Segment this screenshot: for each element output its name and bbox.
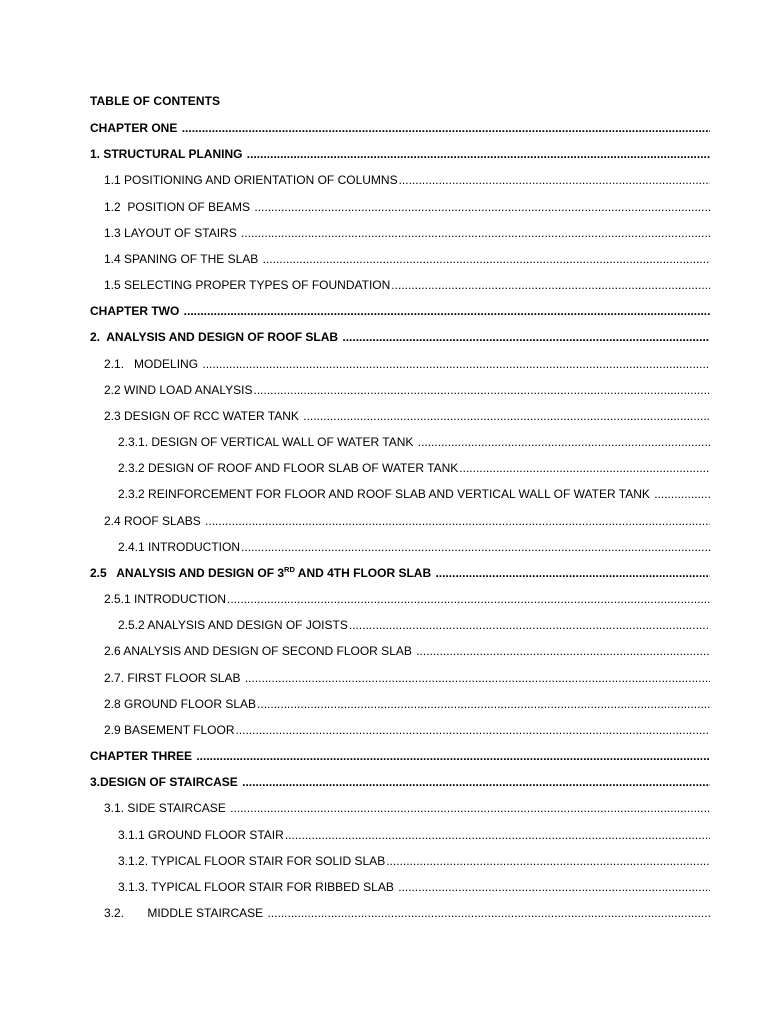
toc-entry-line — [118, 460, 710, 476]
dot-leader — [285, 827, 710, 843]
dot-leader — [235, 722, 710, 738]
dot-leader — [386, 853, 710, 869]
dot-leader — [241, 539, 710, 555]
toc-entry-text: 2.8 GROUND FLOOR SLAB — [104, 696, 257, 711]
toc-entry[interactable] — [0, 459, 768, 485]
toc-entry[interactable] — [0, 878, 768, 904]
toc-entry-text: 3.1.1 GROUND FLOOR STAIR — [118, 827, 284, 842]
toc-entry[interactable] — [0, 171, 768, 197]
toc-entry-text: CHAPTER ONE — [90, 121, 181, 135]
toc-entry-line — [104, 800, 710, 816]
toc-entry-text: 1. STRUCTURAL PLANING — [90, 147, 246, 162]
toc-entry[interactable] — [0, 799, 768, 825]
toc-entry-text: 3.2. MIDDLE STAIRCASE — [104, 906, 267, 921]
toc-entry[interactable] — [0, 250, 768, 276]
toc-entry-text: 2.3 DESIGN OF RCC WATER TANK — [104, 408, 303, 423]
toc-entry-line — [104, 905, 710, 921]
toc-entry-line — [104, 722, 710, 738]
toc-entry-text: 2.6 ANALYSIS AND DESIGN OF SECOND FLOOR SLAB — [104, 644, 416, 659]
toc-entry-text: 2.4 ROOF SLABS — [104, 513, 205, 528]
toc-entry[interactable] — [0, 747, 768, 773]
toc-entry-line — [90, 774, 710, 790]
toc-entry-text: 1.5 SELECTING PROPER TYPES OF FOUNDATION — [104, 278, 391, 293]
page-title: TABLE OF CONTENTS — [90, 94, 221, 108]
dot-leader — [435, 565, 710, 581]
toc-entry-text: 2.7. FIRST FLOOR SLAB — [104, 670, 244, 685]
toc-entry-text: 2.5.1 INTRODUCTION — [104, 592, 227, 607]
dot-leader — [416, 643, 710, 659]
toc-entry[interactable] — [0, 407, 768, 433]
toc-entry[interactable] — [0, 485, 768, 511]
dot-leader — [459, 460, 710, 476]
dot-leader — [184, 303, 710, 319]
toc-entry-line — [90, 329, 710, 345]
toc-entry-line — [104, 225, 710, 241]
toc-entry[interactable] — [0, 433, 768, 459]
toc-entry-text: 3.1.3. TYPICAL FLOOR STAIR FOR RIBBED SLAB — [118, 879, 398, 894]
toc-entry-line — [104, 670, 710, 686]
toc-entry-text: 2.3.2 DESIGN OF ROOF AND FLOOR SLAB OF WATER TANK — [118, 461, 459, 476]
dot-leader — [303, 408, 710, 424]
dot-leader — [230, 800, 710, 816]
toc-entry-line — [90, 120, 710, 136]
toc-entry-line — [104, 591, 710, 607]
toc-entry[interactable] — [0, 642, 768, 668]
toc-entry-line — [104, 696, 710, 712]
toc-entry-line — [118, 539, 710, 555]
toc-entry-text: CHAPTER TWO — [90, 304, 183, 319]
toc-entry[interactable] — [0, 538, 768, 564]
toc-entry[interactable] — [0, 224, 768, 250]
toc-entry[interactable] — [0, 904, 768, 930]
dot-leader — [196, 748, 710, 764]
toc-entry[interactable] — [0, 695, 768, 721]
dot-leader — [342, 329, 710, 345]
toc-entry[interactable] — [0, 721, 768, 747]
toc-entry-text: 2.3.2 REINFORCEMENT FOR FLOOR AND ROOF SLAB AND VERTICAL WALL OF WATER TANK — [118, 487, 654, 502]
toc-entry-line — [118, 827, 710, 843]
toc-entry-line — [118, 486, 710, 502]
toc-list — [0, 119, 768, 930]
toc-entry[interactable] — [0, 826, 768, 852]
dot-leader — [205, 513, 710, 529]
toc-entry-text: 1.4 SPANING OF THE SLAB — [104, 251, 262, 266]
toc-entry[interactable] — [0, 564, 768, 590]
toc-entry-line — [90, 146, 710, 162]
dot-leader — [254, 199, 710, 215]
toc-entry-line — [104, 199, 710, 215]
toc-entry[interactable] — [0, 773, 768, 799]
toc-entry[interactable] — [0, 590, 768, 616]
toc-entry-text: 1.1 POSITIONING AND ORIENTATION OF COLUMNS — [104, 173, 398, 188]
toc-entry-line — [118, 617, 710, 633]
dot-leader — [227, 591, 710, 607]
toc-entry-text-part: 2.5 ANALYSIS AND DESIGN OF 3 — [90, 565, 285, 580]
dot-leader — [398, 879, 710, 895]
toc-entry-text-part: AND 4TH FLOOR SLAB — [294, 565, 435, 580]
toc-entry-text: 2.5.2 ANALYSIS AND DESIGN OF JOISTS — [118, 618, 348, 633]
toc-entry-line — [104, 408, 710, 424]
toc-entry-text: 3.1. SIDE STAIRCASE — [104, 801, 230, 816]
toc-entry[interactable] — [0, 328, 768, 354]
dot-leader — [268, 905, 711, 921]
toc-entry-text: 2.2 WIND LOAD ANALYSIS — [104, 382, 253, 397]
toc-entry-line — [104, 643, 710, 659]
toc-entry-line — [118, 853, 710, 869]
dot-leader — [263, 251, 710, 267]
toc-entry-text: 2.1. MODELING — [104, 356, 202, 371]
toc-entry-text: 2.4.1 INTRODUCTION — [118, 539, 241, 554]
dot-leader — [418, 434, 710, 450]
toc-entry[interactable] — [0, 381, 768, 407]
toc-entry[interactable] — [0, 616, 768, 642]
dot-leader — [399, 172, 710, 188]
toc-entry-text: 2. ANALYSIS AND DESIGN OF ROOF SLAB — [90, 330, 342, 345]
dot-leader — [254, 382, 711, 398]
toc-entry[interactable] — [0, 302, 768, 328]
toc-entry[interactable] — [0, 276, 768, 302]
toc-entry-text — [90, 565, 434, 581]
toc-entry-text: 2.3.1. DESIGN OF VERTICAL WALL OF WATER TANK — [118, 435, 417, 450]
toc-entry[interactable] — [0, 512, 768, 538]
toc-entry-line — [118, 879, 710, 895]
toc-entry-line — [118, 434, 710, 450]
dot-leader — [245, 670, 710, 686]
dot-leader — [391, 277, 710, 293]
dot-leader — [241, 225, 710, 241]
toc-entry-line — [104, 251, 710, 267]
toc-entry[interactable] — [0, 145, 768, 171]
toc-entry-line — [104, 382, 710, 398]
toc-entry-text: 3.DESIGN OF STAIRCASE — [90, 775, 242, 790]
dot-leader — [654, 486, 710, 502]
toc-entry-text: 2.9 BASEMENT FLOOR — [104, 722, 235, 737]
toc-entry-line — [104, 277, 710, 293]
toc-entry[interactable] — [0, 355, 768, 381]
toc-entry-line — [90, 303, 710, 319]
toc-entry-line — [104, 172, 710, 188]
toc-entry-text: 3.1.2. TYPICAL FLOOR STAIR FOR SOLID SLAB — [118, 853, 386, 868]
toc-entry-text: CHAPTER THREE — [90, 749, 196, 764]
dot-leader — [202, 356, 710, 372]
toc-entry[interactable] — [0, 119, 768, 145]
toc-entry-line — [90, 565, 710, 581]
toc-entry-text: 1.3 LAYOUT OF STAIRS — [104, 225, 241, 240]
dot-leader — [182, 120, 710, 136]
toc-entry[interactable] — [0, 669, 768, 695]
toc-entry-text: 1.2 POSITION OF BEAMS — [104, 199, 254, 214]
dot-leader — [257, 696, 710, 712]
toc-entry-line — [104, 513, 710, 529]
toc-entry-superscript: RD — [284, 564, 295, 574]
dot-leader — [242, 774, 710, 790]
toc-entry[interactable] — [0, 852, 768, 878]
toc-entry[interactable] — [0, 198, 768, 224]
dot-leader — [349, 617, 710, 633]
toc-entry-line — [90, 748, 710, 764]
dot-leader — [247, 146, 710, 162]
toc-entry-line — [104, 356, 710, 372]
